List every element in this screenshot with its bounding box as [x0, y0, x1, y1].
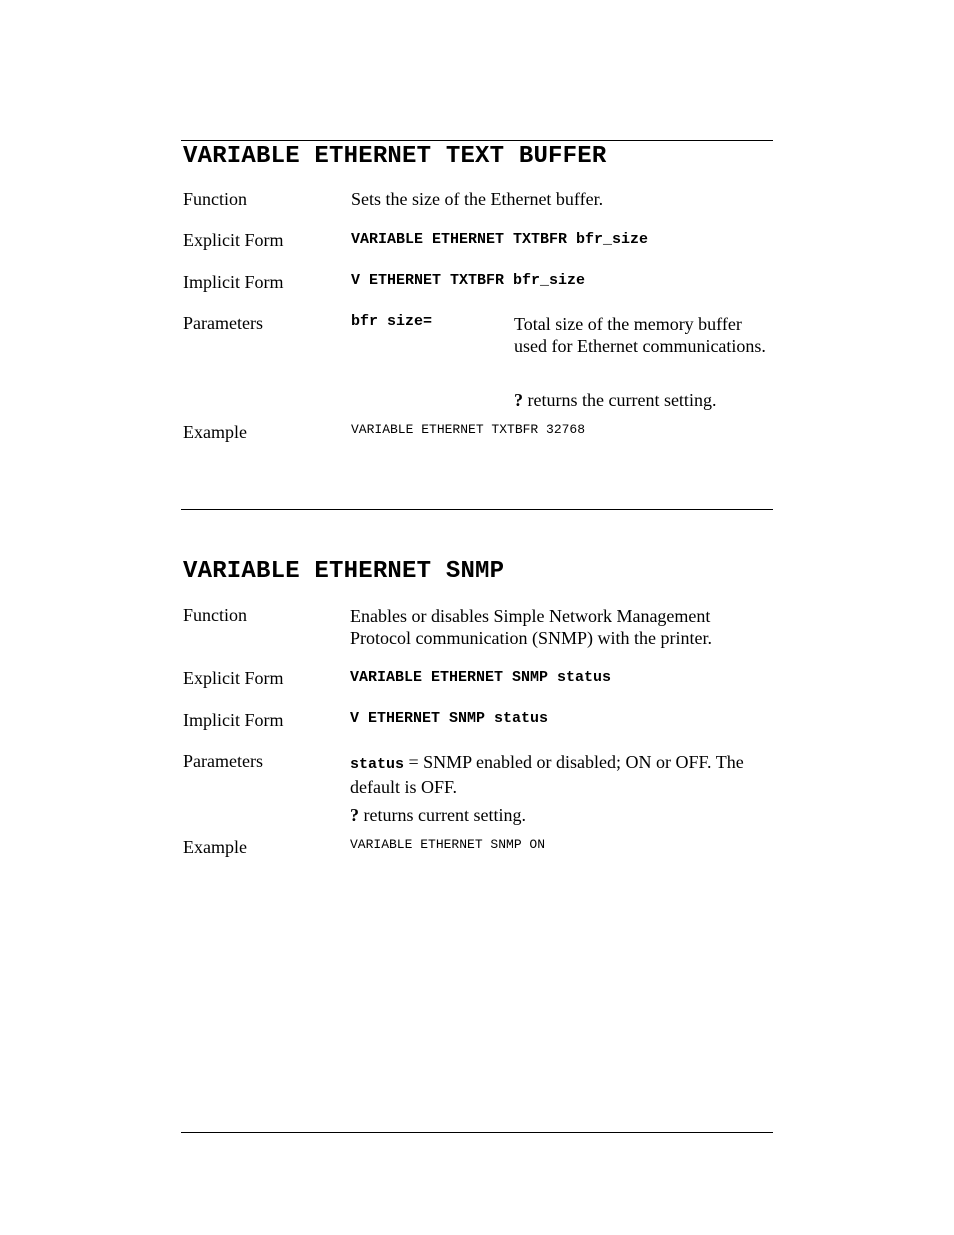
- query-note: [350, 805, 526, 826]
- explicit-form-code: VARIABLE ETHERNET TXTBFR bfr_size: [351, 231, 649, 248]
- function-text: Sets the size of the Ethernet buffer.: [351, 189, 604, 209]
- parameter-description: Total size of the memory buffer used for Ethernet communications.: [514, 314, 766, 356]
- top-rule: [181, 140, 773, 141]
- parameter-description: [350, 751, 775, 798]
- function-label: Function: [183, 605, 248, 625]
- explicit-form-label: Explicit Form: [183, 230, 284, 250]
- example-code: VARIABLE ETHERNET TXTBFR 32768: [351, 422, 586, 437]
- query-mark: ?: [350, 805, 359, 825]
- implicit-form-code: V ETHERNET SNMP status: [350, 710, 549, 727]
- example-label: Example: [183, 837, 247, 857]
- explicit-form-label: Explicit Form: [183, 668, 284, 688]
- section-title: VARIABLE ETHERNET SNMP: [183, 558, 505, 585]
- section-title: VARIABLE ETHERNET TEXT BUFFER: [183, 143, 607, 170]
- query-note: [514, 390, 716, 411]
- explicit-form-code: VARIABLE ETHERNET SNMP status: [350, 669, 612, 686]
- bottom-rule: [181, 1132, 773, 1133]
- section-divider-rule: [181, 509, 773, 510]
- parameter-text: = SNMP enabled or disabled; ON or OFF. The default is OFF.: [350, 752, 744, 797]
- parameter-name: status: [350, 756, 405, 773]
- example-label: Example: [183, 422, 247, 442]
- example-code: VARIABLE ETHERNET SNMP ON: [350, 837, 546, 852]
- parameter-name: bfr size=: [351, 313, 433, 330]
- query-text: returns current setting.: [359, 805, 526, 825]
- parameters-label: Parameters: [183, 751, 263, 771]
- implicit-form-label: Implicit Form: [183, 272, 284, 292]
- query-text: returns the current setting.: [523, 390, 717, 410]
- function-text: Enables or disables Simple Network Management Protocol communication (SNMP) with the printer.: [350, 606, 712, 648]
- implicit-form-code: V ETHERNET TXTBFR bfr_size: [351, 272, 586, 289]
- implicit-form-label: Implicit Form: [183, 710, 284, 730]
- function-label: Function: [183, 189, 248, 209]
- query-mark: ?: [514, 390, 523, 410]
- parameters-label: Parameters: [183, 313, 263, 333]
